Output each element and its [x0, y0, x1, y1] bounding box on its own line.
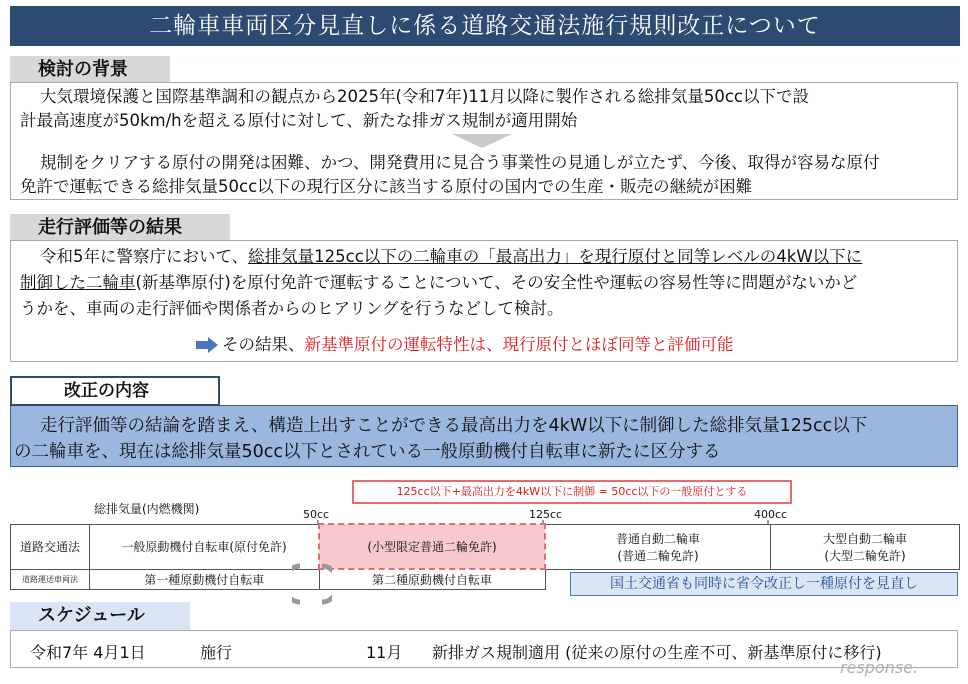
evaluation-line2-text: (新基準原付)を原付免許で運転することについて、その安全性や運転の容易性等に問題がないかど [135, 273, 858, 292]
evaluation-line3: うかを、車両の走行評価や関係者からのヒアリングを行うなどして検討。 [20, 299, 564, 318]
row2-label: 道路運送車両法 [11, 569, 90, 589]
large-motorcycle-label: 大型自動二輪車 [822, 531, 907, 546]
mlit-note: 国土交通省も同時に省令改正し一種原付を見直し [570, 572, 958, 596]
reform-heading: 改正の内容 [10, 376, 220, 406]
tick-50cc: 50cc [303, 508, 330, 521]
large-license-label: (大型二輪免許) [824, 548, 906, 563]
evaluation-result-prefix: その結果、 [222, 335, 305, 354]
schedule-heading: スケジュール [10, 602, 190, 630]
axis-label: 総排気量(内燃機関) [94, 502, 200, 516]
row1-label: 道路交通法 [11, 524, 90, 569]
page-title: 二輪車車両区分見直しに係る道路交通法施行規則改正について [10, 6, 960, 46]
row1-cell-general-moped: 一般原動機付自転車(原付免許) [90, 524, 320, 569]
row1-cell-large [771, 524, 960, 569]
schedule-date1: 令和7年 4月1日 [30, 643, 146, 662]
schedule-event2: 新排ガス規制適用 (従来の原付の生産不可、新基準原付に移行) [432, 643, 882, 662]
tick-125cc: 125cc [529, 508, 563, 521]
reform-line2: の二輪車を、現在は総排気量50cc以下とされている一般原動機付自転車に新たに区分する [14, 442, 721, 462]
evaluation-line1-underlined: 総排気量125cc以下の二輪車の「最高出力」を現行原付と同等レベルの4kW以下に [248, 247, 863, 266]
schedule-event1: 施行 [200, 643, 233, 662]
tick-400cc: 400cc [754, 508, 788, 521]
row2-cell-class1: 第一種原動機付自転車 [90, 569, 320, 589]
standard-license-label: (普通二輪免許) [617, 548, 699, 563]
response-watermark-logo: response. [840, 658, 919, 677]
background-para1-line2: 計最高速度が50km/hを超える原付に対して、新たな排ガス規制が適用開始 [20, 111, 578, 130]
background-heading: 検討の背景 [10, 56, 170, 83]
row1-cell-standard [545, 524, 771, 569]
standard-motorcycle-label: 普通自動二輪車 [615, 531, 700, 546]
schedule-date2: 11月 [366, 643, 403, 662]
evaluation-heading: 走行評価等の結果 [10, 214, 230, 241]
background-para2-line1: 規制をクリアする原付の開発は困難、かつ、開発費用に見合う事業性の見通しが立たず、今後、取得が容易な原付 [40, 153, 880, 172]
evaluation-result-highlight: 新基準原付の運転特性は、現行原付とほぼ同等と評価可能 [304, 335, 734, 354]
background-para2-line2: 免許で運転できる総排気量50cc以下の現行区分に該当する原付の国内での生産・販売の継続が困難 [20, 177, 753, 196]
background-para1-line1: 大気環境保護と国際基準調和の観点から2025年(令和7年)11月以降に製作される総排気量50cc以下で設 [40, 87, 809, 106]
row1-cell-small-license: (小型限定普通二輪免許) [319, 524, 545, 569]
callout-box: 125cc以下+最高出力を4kW以下に制御 = 50cc以下の一般原付とする [352, 480, 792, 504]
cycle-arrow-icon [292, 560, 332, 608]
evaluation-line1-text: 令和5年に警察庁において、 [40, 247, 249, 266]
row2-cell-class2: 第二種原動機付自転車 [319, 569, 545, 589]
evaluation-line2-underlined: 制御した二輪車 [20, 273, 136, 292]
reform-line1: 走行評価等の結論を踏まえ、構造上出すことができる最高出力を4kW以下に制御した総排気量125cc以下 [40, 416, 868, 436]
